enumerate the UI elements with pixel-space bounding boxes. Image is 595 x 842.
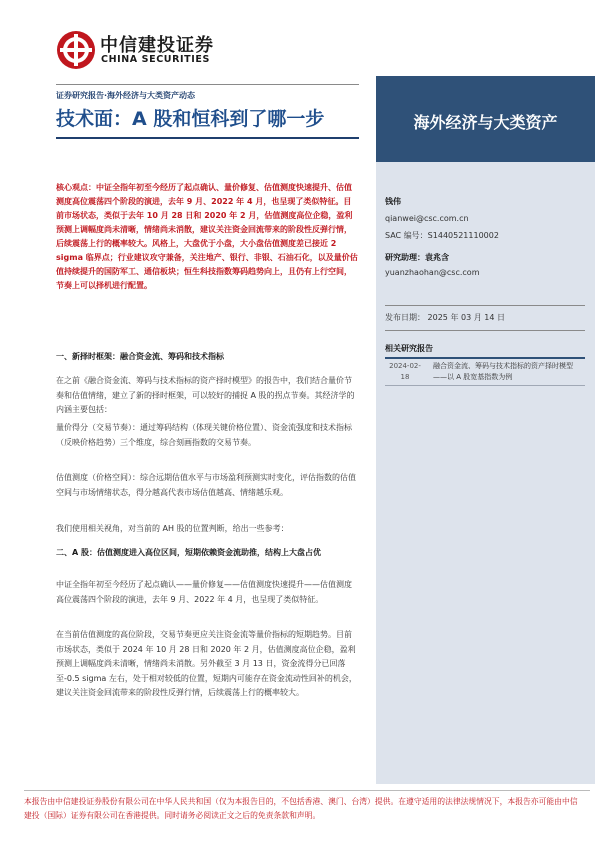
footer-divider — [24, 790, 590, 791]
related-report-title[interactable]: 融合资金流、筹码与技术指标的资产择时模型——以 A 股宽基指数为例 — [433, 362, 573, 381]
sidebar-divider — [385, 305, 585, 306]
brand-name-en: CHINA SECURITIES — [101, 54, 210, 65]
paragraph: 在当前估值测度的高位阶段，交易节奏更应关注资金流等量价指标的短期趋势。目前市场状态，类似于 2024 年 10 月 28 日和 2020 年 2 月，估值测度高位企稳，盈利预测上调幅度尚未清晰，情绪尚未消散。另外截至 3 月 13 日，资金流得分已回落至-0.5 sigma 左右，处于相对较低的位置，短期内可能存在资金流动性回补的机会，建议关注资金回流带来的阶段性反弹行情，后续震荡上行的概率较大。 — [56, 630, 357, 697]
paragraph: 量价得分（交易节奏）：通过筹码结构（体现关键价格位置）、资金流强度和技术指标（反映价格趋势）三个维度，综合刻画指数的交易节奏。 — [56, 423, 352, 447]
publish-date: 发布日期： 2025 年 03 月 14 日 — [385, 313, 505, 322]
analyst-sac-number: SAC 编号：S1440521110002 — [385, 231, 499, 240]
analyst-name: 钱伟 — [385, 197, 401, 206]
csc-logo-icon — [56, 30, 96, 70]
related-divider-bottom — [385, 385, 585, 386]
section-heading-2: 二、A 股：估值测度进入高位区间，短期依赖资金流助推，结构上大盘占优 — [56, 548, 321, 557]
paragraph: 中证全指年初至今经历了起点确认——量价修复——估值测度快速提升——估值测度高位震荡四个阶段的演进，去年 9 月、2022 年 4 月，也呈现了类似特征。 — [56, 580, 352, 604]
header-divider — [56, 84, 359, 85]
paragraph: 估值测度（价格空间）：综合远期估值水平与市场盈利预测实时变化，评估指数的估值空间与市场情绪状态，得分越高代表市场估值越高、情绪越乐观。 — [56, 473, 356, 497]
breadcrumb: 证券研究报告·海外经济与大类资产动态 — [56, 91, 196, 100]
section-heading-1: 一、新择时框架：融合资金流、筹码和技术指标 — [56, 352, 224, 361]
category-banner — [376, 76, 595, 162]
related-reports-title: 相关研究报告 — [385, 344, 433, 353]
company-logo — [56, 30, 246, 74]
related-divider — [385, 357, 585, 359]
title-divider — [56, 137, 359, 139]
paragraph: 在之前《融合资金流、筹码与技术指标的资产择时模型》的报告中，我们结合量价节奏和估值情绪，建立了新的择时框架，可以较好的捕捉 A 股的拐点节奏。其经济学的内涵主要包括： — [56, 376, 355, 414]
assistant-email[interactable]: yuanzhaohan@csc.com — [385, 268, 480, 277]
sidebar-divider — [385, 330, 585, 331]
assistant-name: 研究助理：袁兆含 — [385, 253, 449, 262]
core-view: 核心观点：中证全指年初至今经历了起点确认、量价修复、估值测度快速提升、估值测度高位震荡四个阶段的演进，去年 9 月、2022 年 4 月，也呈现了类似特征。目前市场状态，类似于去年 10 月 28 日和 2020 年 2 月，估值测度高位企稳，盈利预测上调幅度尚未清晰，情绪尚未消散，建议关注资金回流带来的阶段性反弹行情，后续震荡上行的概率较大。风格上，大盘优于小盘，大小盘估值测度差已接近 2 sigma 临界点；行业建议攻守兼备，关注地产、银行、非银、石油石化，以及量价估值持续提升的国防军工、通信板块；恒生科技指数筹码趋势向上，且仍有上行空间，节奏上可以择机进行配置。 — [56, 183, 358, 290]
related-report-date: 2024-02-18 — [389, 362, 421, 381]
brand-name-cn: 中信建投证券 — [100, 35, 214, 56]
disclaimer: 本报告由中信建投证券股份有限公司在中华人民共和国（仅为本报告目的，不包括香港、澳门、台湾）提供。在遵守适用的法律法规情况下，本报告亦可能由中信建投（国际）证券有限公司在香港提供。同时请务必阅读正文之后的免责条款和声明。 — [24, 797, 578, 820]
report-title: 技术面：A 股和恒科到了哪一步 — [56, 108, 325, 130]
analyst-email[interactable]: qianwei@csc.com.cn — [385, 214, 469, 223]
category-banner-label: 海外经济与大类资产 — [413, 113, 558, 132]
paragraph: 我们使用相关视角，对当前的 AH 股的位置判断，给出一些参考： — [56, 524, 289, 533]
